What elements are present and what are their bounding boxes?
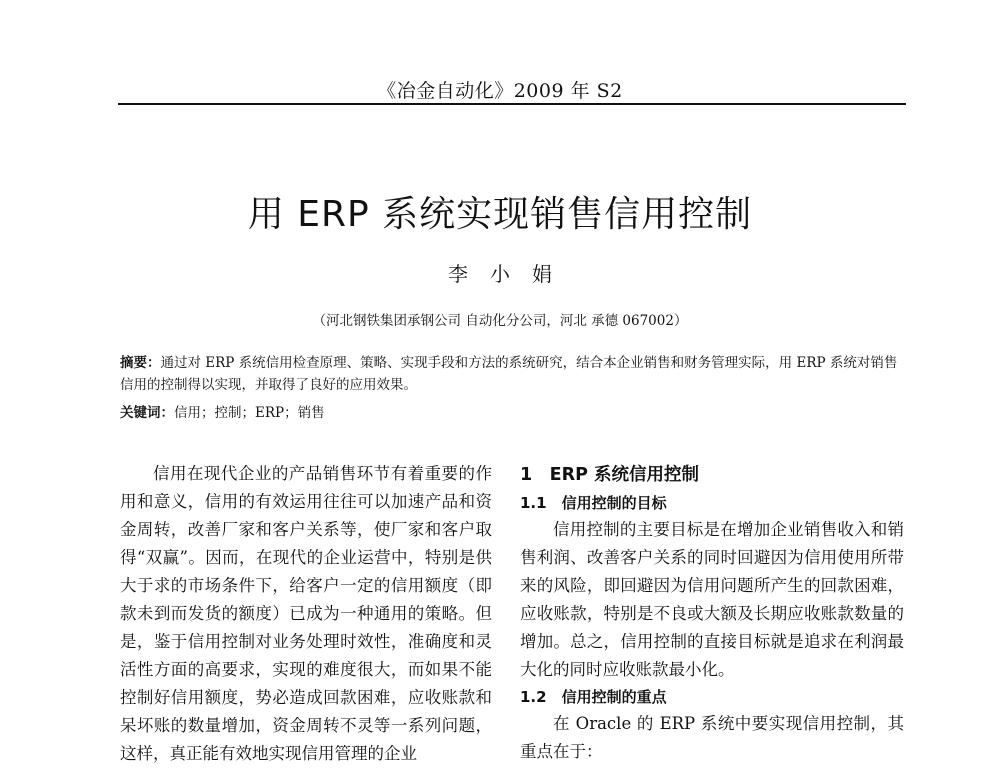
author-name: 李小娟 — [448, 262, 574, 286]
abstract-label: 摘要： — [120, 355, 161, 371]
right-column — [520, 460, 904, 766]
author-affiliation: （河北钢铁集团承钢公司 自动化分公司，河北 承德 067002） — [312, 313, 688, 329]
keywords-label: 关键词： — [120, 405, 174, 421]
section-1-2-paragraph: 在 Oracle 的 ERP 系统中要实现信用控制，其重点在于： — [520, 714, 904, 761]
header-rule — [118, 103, 906, 105]
section-1-2-heading: 1.2 信用控制的重点 — [520, 688, 667, 706]
section-1-1-heading: 1.1 信用控制的目标 — [520, 494, 667, 512]
intro-paragraph: 信用在现代企业的产品销售环节有着重要的作用和意义，信用的有效运用往往可以加速产品和资金周转，改善厂家和客户关系等，使厂家和客户取得“双赢”。因而，在现代的企业运营中，特别是供大于求的市场条件下，给客户一定的信用额度（即款未到而发货的额度）已成为一种通用的策略。但是，鉴于信用控制对业务处理时效性，准确度和灵活性方面的高要求，实现的难度很大，而如果不能控制好信用额度，势必造成回款困难，应收账款和呆坏账的数量增加，资金周转不灵等一系列问题，这样，真正能有效地实现信用管理的企业 — [120, 464, 492, 763]
section-1-1-paragraph: 信用控制的主要目标是在增加企业销售收入和销售利润、改善客户关系的同时回避因为信用使用所带来的风险，即回避因为信用问题所产生的回款困难，应收账款，特别是不良或大额及长期应收账款数量的增加。总之，信用控制的直接目标就是追求在利润最大化的同时应收账款最小化。 — [520, 520, 904, 679]
abstract-text: 通过对 ERP 系统信用检查原理、策略、实现手段和方法的系统研究，结合本企业销售和财务管理实际，用 ERP 系统对销售信用的控制得以实现，并取得了良好的应用效果。 — [120, 355, 898, 393]
abstract — [120, 352, 900, 396]
keywords — [120, 402, 900, 424]
section-1-heading: 1 ERP 系统信用控制 — [520, 465, 700, 485]
keywords-text: 信用；控制；ERP；销售 — [174, 405, 325, 421]
left-column — [120, 460, 492, 768]
journal-header: 《冶金自动化》2009 年 S2 — [377, 80, 623, 102]
paper-title: 用 ERP 系统实现销售信用控制 — [247, 194, 753, 235]
